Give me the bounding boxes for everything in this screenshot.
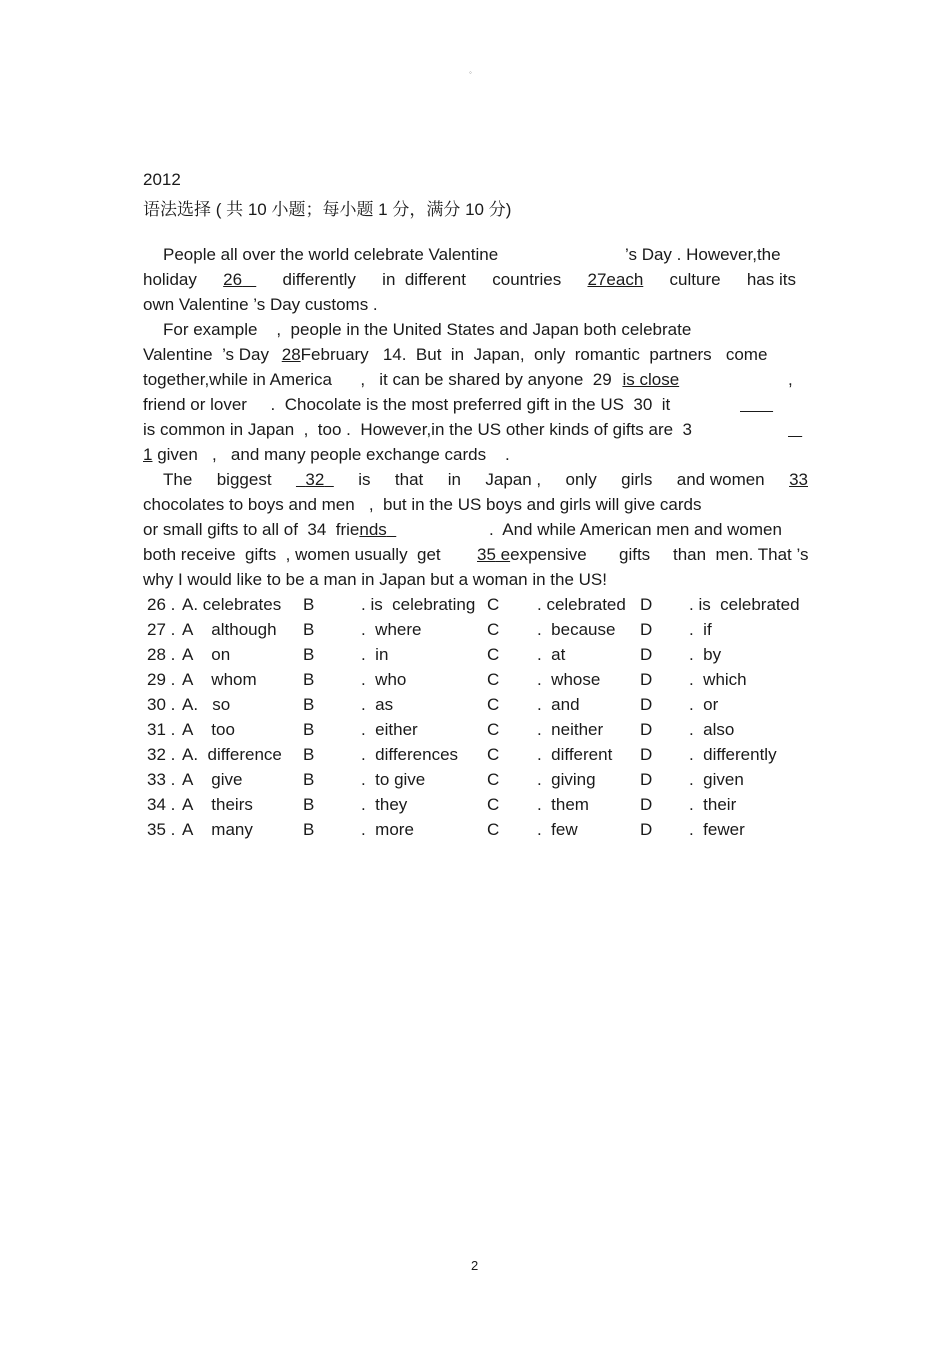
option-a: A. so [182,695,231,714]
option-c: . at [537,645,566,664]
top-mark: ◦ [469,68,472,77]
passage-text: , [788,370,793,389]
option-d: . which [689,670,747,689]
option-a: A give [182,770,243,789]
option-d-letter: D [640,620,653,639]
passage-line: For example , people in the United States and Japan both celebrate [163,320,692,339]
option-b-letter: B [303,595,315,614]
question-number: 31 . [147,720,176,739]
passage-text: culture [669,270,721,289]
option-d-letter: D [640,795,653,814]
option-a: A. difference [182,745,282,764]
option-d: . is celebrated [689,595,800,614]
passage-text: girls [621,470,653,489]
option-c-letter: C [487,770,500,789]
question-number: 27 . [147,620,176,639]
passage-text: . And while American men and women [489,520,782,539]
option-a: A on [182,645,231,664]
option-b: . differences [361,745,459,764]
passage-text: is [358,470,371,489]
option-c-letter: C [487,695,500,714]
passage-text: only [565,470,597,489]
option-b-letter: B [303,820,315,839]
passage-line: chocolates to boys and men , but in the US boys and girls will give cards [143,495,702,514]
passage-text: Valentine ’s Day [143,345,269,364]
option-d-letter: D [640,670,653,689]
option-c: . few [537,820,578,839]
option-b-letter: B [303,770,315,789]
passage-line: why I would like to be a man in Japan but a woman in the US! [143,570,607,589]
option-c-letter: C [487,720,500,739]
option-c-letter: C [487,670,500,689]
blank-30 [740,395,773,415]
option-b: . as [361,695,394,714]
option-d: . fewer [689,820,745,839]
option-d-letter: D [640,695,653,714]
blank-34: nds [359,520,387,539]
option-b: . to give [361,770,426,789]
option-a: A theirs [182,795,253,814]
passage-text: friend or lover . Chocolate is the most preferred gift in the US 30 it [143,395,671,414]
blank-33: 33 [789,470,808,489]
passage-text: ’s Day . However,the [625,245,781,264]
blank-31 [788,420,802,440]
option-a: A. celebrates [182,595,282,614]
passage-text: each [606,270,644,289]
passage-text: People all over the world celebrate Valentine [163,245,499,264]
passage-text: has its [746,270,796,289]
passage-line [143,445,813,465]
passage-line [163,470,808,490]
blank-29: is close [622,370,680,389]
option-d-letter: D [640,770,653,789]
option-a: A too [182,720,235,739]
option-c-letter: C [487,645,500,664]
option-c: . and [537,695,580,714]
question-number: 28 . [147,645,176,664]
question-number: 26 . [147,595,176,614]
option-a: A although [182,620,277,639]
option-c-letter: C [487,620,500,639]
option-b-letter: B [303,795,315,814]
passage-line [143,545,813,565]
question-number: 32 . [147,745,176,764]
passage-text: The [163,470,193,489]
passage-text: is common in Japan , too . However,in the US other kinds of gifts are 3 [143,420,692,439]
option-c-letter: C [487,595,500,614]
option-a: A many [182,820,253,839]
option-c: . different [537,745,613,764]
blank-27: 27 [587,270,607,289]
blank-28: 28 [281,345,301,364]
option-b: . either [361,720,418,739]
section-title: 语法选择 ( 共 10 小题；每小题 1 分，满分 10 分) [143,200,512,219]
option-b-letter: B [303,620,315,639]
option-c-letter: C [487,745,500,764]
option-d: . differently [689,745,777,764]
option-d-letter: D [640,645,653,664]
option-d-letter: D [640,745,653,764]
option-b-letter: B [303,745,315,764]
option-d: . or [689,695,719,714]
option-b: . they [361,795,408,814]
option-c: . them [537,795,589,814]
passage-text: than men. That ’s [673,545,809,564]
option-c: . whose [537,670,601,689]
option-c: . neither [537,720,604,739]
blank-31-continued: 1 [143,445,153,464]
option-b: . who [361,670,407,689]
passage-line [143,520,813,540]
option-b: . is celebrating [361,595,476,614]
passage-text: countries [492,270,562,289]
passage-text: that [394,470,424,489]
question-number: 35 . [147,820,176,839]
passage-line: own Valentine ’s Day customs . [143,295,378,314]
option-d: . by [689,645,722,664]
option-d: . their [689,795,737,814]
option-b-letter: B [303,695,315,714]
option-b-letter: B [303,670,315,689]
question-number: 33 . [147,770,176,789]
option-d: . if [689,620,712,639]
option-c: . giving [537,770,596,789]
passage-line [143,345,813,365]
page-number: 2 [471,1258,479,1273]
option-d-letter: D [640,595,653,614]
passage-text: Japan , [485,470,542,489]
passage-line [143,270,796,290]
option-c-letter: C [487,795,500,814]
passage-text: and women [676,470,765,489]
passage-text: in different [382,270,466,289]
passage-line [143,395,813,415]
question-number: 29 . [147,670,176,689]
passage-text: holiday [143,270,197,289]
option-c: . celebrated [537,595,626,614]
option-b: . where [361,620,422,639]
passage-text: gifts [619,545,651,564]
blank-35: 35 eexpensive [477,545,587,564]
passage-text: together,while in America , it can be shared by anyone 29 [143,370,612,389]
question-number: 30 . [147,695,176,714]
option-d-letter: D [640,820,653,839]
blank-26: 26 [223,270,243,289]
option-c-letter: C [487,820,500,839]
passage-line [163,245,803,265]
option-a: A whom [182,670,257,689]
option-d: . also [689,720,735,739]
option-d: . given [689,770,744,789]
option-d-letter: D [640,720,653,739]
option-b-letter: B [303,645,315,664]
passage-line [143,370,813,390]
passage-text: February 14. But in Japan, only romantic partners come [300,345,768,364]
option-c: . because [537,620,616,639]
passage-text: in [447,470,461,489]
passage-text: or small gifts to all of 34 frie [143,520,360,539]
passage-text: differently [282,270,356,289]
passage-line [143,420,813,440]
blank-32: 32 [305,470,325,489]
option-b-letter: B [303,720,315,739]
question-number: 34 . [147,795,176,814]
passage-text: both receive gifts , women usually get [143,545,441,564]
option-b: . more [361,820,414,839]
passage-text: given , and many people exchange cards . [157,445,510,464]
year-label: 2012 [143,170,181,189]
passage-text: biggest [216,470,272,489]
option-b: . in [361,645,389,664]
